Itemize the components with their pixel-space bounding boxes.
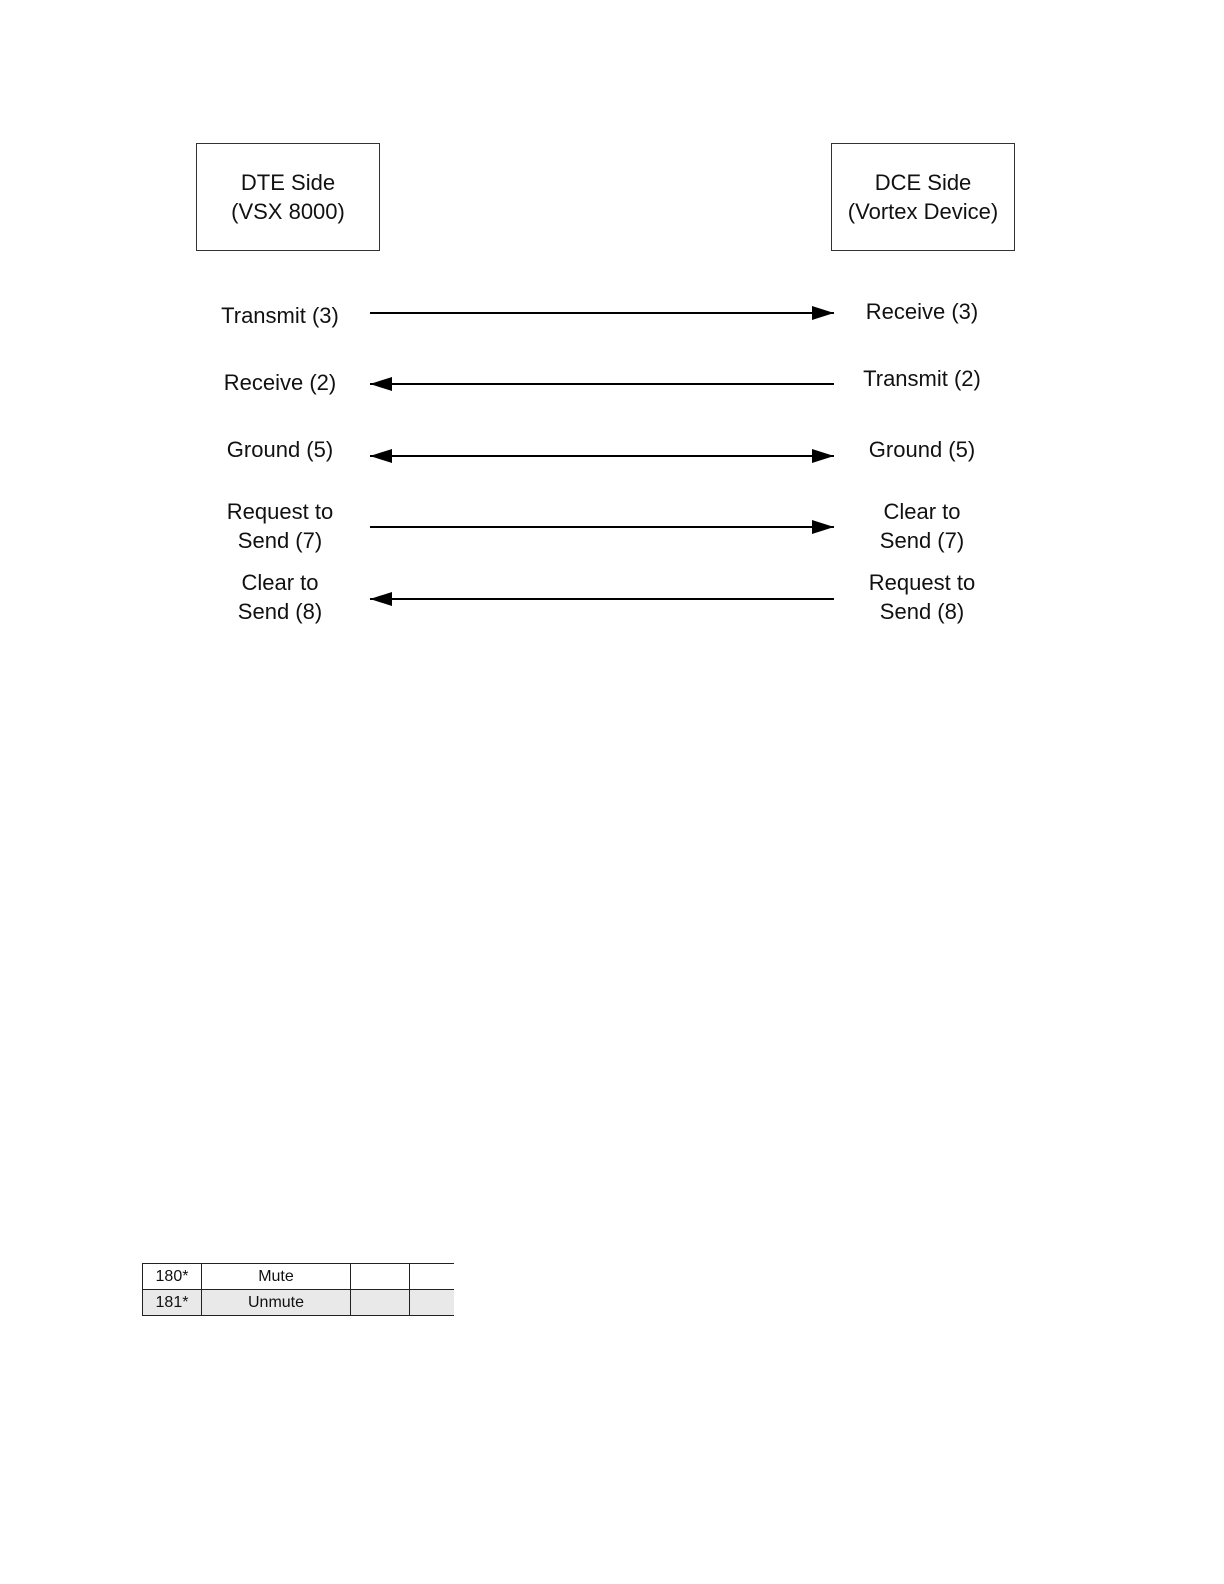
signal-label: Receive (2) bbox=[223, 370, 337, 395]
table-row bbox=[143, 1290, 455, 1316]
dte-box-subtitle: (VSX 8000) bbox=[231, 199, 345, 224]
signal-label-line2: Send (7) bbox=[879, 528, 965, 553]
command-table bbox=[142, 1263, 454, 1316]
signal-label: Transmit (2) bbox=[863, 366, 981, 391]
arrowhead-right bbox=[812, 306, 834, 320]
arrowhead-left bbox=[370, 377, 392, 391]
command-description: Unmute bbox=[202, 1290, 351, 1316]
arrowhead-left bbox=[370, 449, 392, 463]
signal-label-line1: Clear to bbox=[241, 570, 319, 595]
dce-box-title: DCE Side bbox=[874, 170, 972, 195]
signal-label: Receive (3) bbox=[865, 299, 979, 324]
signal-label-line1: Request to bbox=[226, 499, 334, 524]
arrowhead-right bbox=[812, 449, 834, 463]
table-row bbox=[143, 1264, 455, 1290]
signal-label-line1: Request to bbox=[868, 570, 976, 595]
command-code: 180* bbox=[143, 1264, 202, 1290]
arrowhead-left bbox=[370, 592, 392, 606]
dte-box-title: DTE Side bbox=[240, 170, 336, 195]
signal-label: Ground (5) bbox=[868, 437, 976, 462]
signal-label: Transmit (3) bbox=[221, 303, 339, 328]
connection-arrows bbox=[0, 0, 1224, 700]
signal-label-line2: Send (8) bbox=[237, 599, 323, 624]
table-cell bbox=[410, 1264, 455, 1290]
signal-label: Ground (5) bbox=[226, 437, 334, 462]
dce-box-subtitle: (Vortex Device) bbox=[847, 199, 999, 224]
command-description: Mute bbox=[202, 1264, 351, 1290]
table-cell bbox=[351, 1290, 410, 1316]
arrowhead-right bbox=[812, 520, 834, 534]
signal-label-line1: Clear to bbox=[883, 499, 961, 524]
table-cell bbox=[410, 1290, 455, 1316]
table-cell bbox=[351, 1264, 410, 1290]
signal-label-line2: Send (8) bbox=[879, 599, 965, 624]
command-code: 181* bbox=[143, 1290, 202, 1316]
signal-label-line2: Send (7) bbox=[237, 528, 323, 553]
